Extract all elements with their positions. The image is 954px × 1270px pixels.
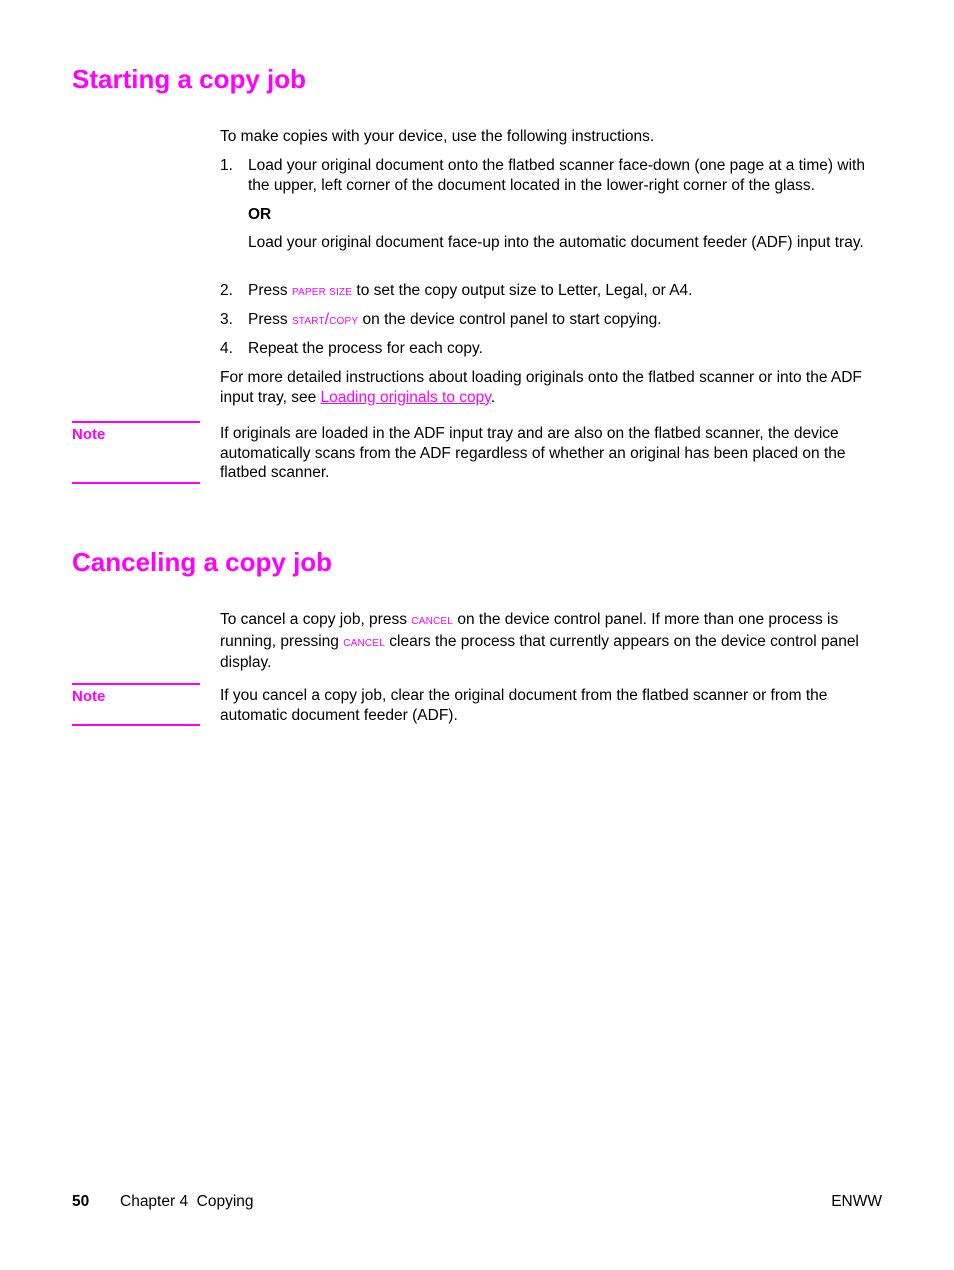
cancel-text-mid: on the device control panel. If more than one process is running, pressing (220, 611, 839, 650)
step-text: Load your original document onto the flatbed scanner face-down (one page at a time) with the upper, left corner of the document located in the lower-right corner of the glass. (248, 157, 865, 194)
paper-size-key: PAPER SIZE (291, 287, 353, 298)
step-text (248, 310, 885, 332)
step-1 (220, 156, 885, 196)
chapter-title: Chapter 4 Copying (120, 1193, 254, 1210)
step-text-pre: Press (248, 282, 292, 299)
loading-originals-link[interactable]: Loading originals to copy (320, 388, 491, 406)
step-text-post: on the device control panel to start copying. (358, 311, 662, 328)
step-text-post: to set the copy output size to Letter, Legal, or A4. (352, 282, 693, 299)
step-4 (220, 339, 885, 359)
step-2 (220, 281, 885, 301)
or-label: OR (248, 206, 272, 223)
more-info-pre: For more detailed instructions about loading originals onto the flatbed scanner or into the ADF input tray, see (220, 369, 862, 406)
copy-key: COPY (329, 316, 359, 327)
step-number: 1. (220, 157, 233, 174)
key-separator: / (324, 311, 330, 328)
step-text-pre: Press (248, 311, 292, 328)
note-label: Note (72, 688, 106, 705)
note-top-rule (72, 683, 200, 685)
page-number: 50 (72, 1193, 90, 1210)
cancel-key: CANCEL (343, 637, 385, 649)
cancel-paragraph (220, 610, 885, 673)
note-label: Note (72, 426, 106, 443)
step-text: Repeat the process for each copy. (248, 340, 483, 357)
note-text: If you cancel a copy job, clear the original document from the flatbed scanner or from the automatic document feeder (ADF). (220, 687, 828, 724)
note-text: If originals are loaded in the ADF input tray and are also on the flatbed scanner, the device automatically scans from the ADF regardless of whether an original has been placed on the flatbed scanner. (220, 425, 846, 481)
cancel-key: CANCEL (411, 616, 454, 627)
section-title-canceling: Canceling a copy job (72, 547, 333, 577)
step-3 (220, 310, 885, 330)
start-key: START (291, 316, 325, 327)
step-number: 4. (220, 340, 233, 357)
section-title-starting: Starting a copy job (72, 64, 307, 94)
more-info-paragraph (220, 368, 885, 407)
note-top-rule (72, 421, 200, 423)
step-1-alternative: Load your original document face-up into the automatic document feeder (ADF) input tray. (248, 234, 864, 251)
more-info-post: . (490, 388, 496, 406)
note-bottom-rule (72, 724, 200, 726)
step-number: 2. (220, 282, 233, 299)
step-text (248, 281, 885, 303)
doc-code: ENWW (831, 1193, 882, 1210)
cancel-text-pre: To cancel a copy job, press (220, 611, 412, 628)
step-number: 3. (220, 311, 233, 328)
cancel-text-post: clears the process that currently appears on the device control panel display. (220, 632, 859, 671)
note-bottom-rule (72, 482, 200, 484)
intro-paragraph: To make copies with your device, use the following instructions. (220, 128, 655, 145)
